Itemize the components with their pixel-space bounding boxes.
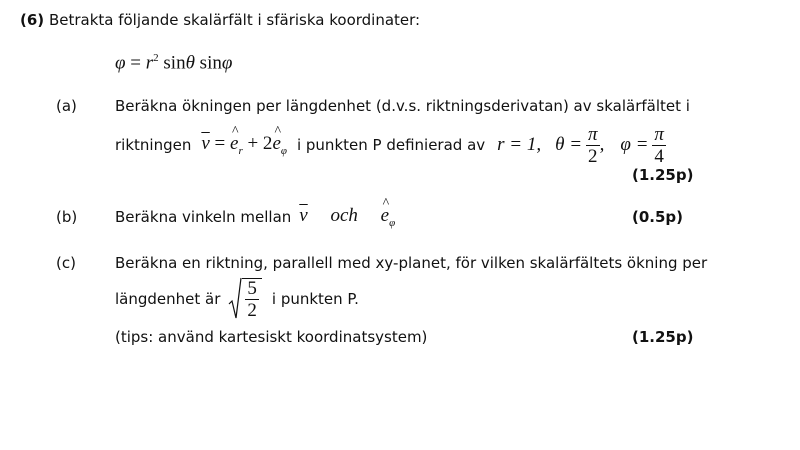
part-c-prefix: längdenhet är (115, 290, 221, 308)
unit-vector-e-r: ^ e (230, 133, 238, 155)
part-c-suffix: i punkten P. (271, 290, 359, 308)
part-b-math (299, 205, 395, 229)
sqrt-fraction (245, 279, 259, 320)
part-a-middle: i punkten P definierad av (296, 136, 486, 154)
problem-number: (6) (20, 11, 45, 29)
problem-heading (20, 11, 420, 29)
r-condition: r = 1, (497, 134, 542, 155)
phi-fraction (652, 125, 666, 166)
sqrt-icon (228, 277, 242, 321)
theta-condition: θ = (555, 134, 583, 155)
och-word: och (330, 205, 358, 227)
scalar-field-equation (115, 52, 232, 74)
sqrt-radicand (242, 278, 262, 321)
equals-sign: = (130, 52, 141, 74)
part-a-line2 (115, 121, 666, 169)
part-a-line1: Beräkna ökningen per längdenhet (d.v.s. riktningsderivatan) av skalärfältet i (115, 97, 690, 115)
plus-two: + 2 (247, 133, 273, 155)
part-b-points: (0.5p) (632, 208, 684, 226)
part-a-label: (a) (56, 97, 77, 115)
sqrt-expression (228, 277, 262, 321)
comma: , (599, 134, 605, 155)
vector-v: $\overline{v}$ (201, 133, 210, 155)
r-exponent: 2 (153, 52, 159, 64)
phi-denominator: 4 (654, 145, 664, 167)
problem-intro: Betrakta följande skalärfält i sfäriska koordinater: (48, 11, 421, 29)
vector-v: $\overline{v}$ (299, 205, 308, 227)
part-b-text: Beräkna vinkeln mellan (115, 208, 292, 226)
phi-condition: φ = (620, 134, 649, 155)
part-b-label: (b) (56, 208, 78, 226)
subscript-r: r (238, 144, 243, 157)
subscript-phi: φ (280, 144, 287, 157)
theta-fraction (586, 125, 600, 166)
r-variable: r (145, 52, 154, 74)
part-c-points: (1.25p) (632, 328, 694, 346)
phi-numerator: π (654, 123, 664, 145)
direction-vector (201, 133, 287, 157)
sin-function: sin (199, 52, 222, 74)
part-c-line2 (115, 276, 359, 322)
part-a-prefix: riktningen (115, 136, 192, 154)
sqrt-denominator: 2 (247, 300, 257, 321)
unit-vector-e-phi: ^ e (381, 205, 389, 227)
part-a-points: (1.25p) (632, 166, 694, 184)
part-c-line1: Beräkna en riktning, parallell med xy-planet, för vilken skalärfältets ökning per (115, 254, 708, 272)
equals-sign: = (214, 133, 226, 155)
theta-denominator: 2 (588, 145, 598, 167)
unit-vector-e-phi: ^ e (272, 133, 280, 155)
varphi-symbol: φ (221, 52, 233, 74)
part-b-line (115, 203, 395, 231)
phi-symbol: φ (115, 52, 126, 74)
sqrt-numerator: 5 (247, 278, 257, 299)
subscript-phi: φ (389, 216, 396, 229)
theta-symbol: θ (185, 52, 195, 74)
theta-numerator: π (588, 123, 598, 145)
part-c-label: (c) (56, 254, 76, 272)
sin-function: sin (163, 52, 186, 74)
part-c-tip: (tips: använd kartesiskt koordinatsystem) (115, 328, 428, 346)
